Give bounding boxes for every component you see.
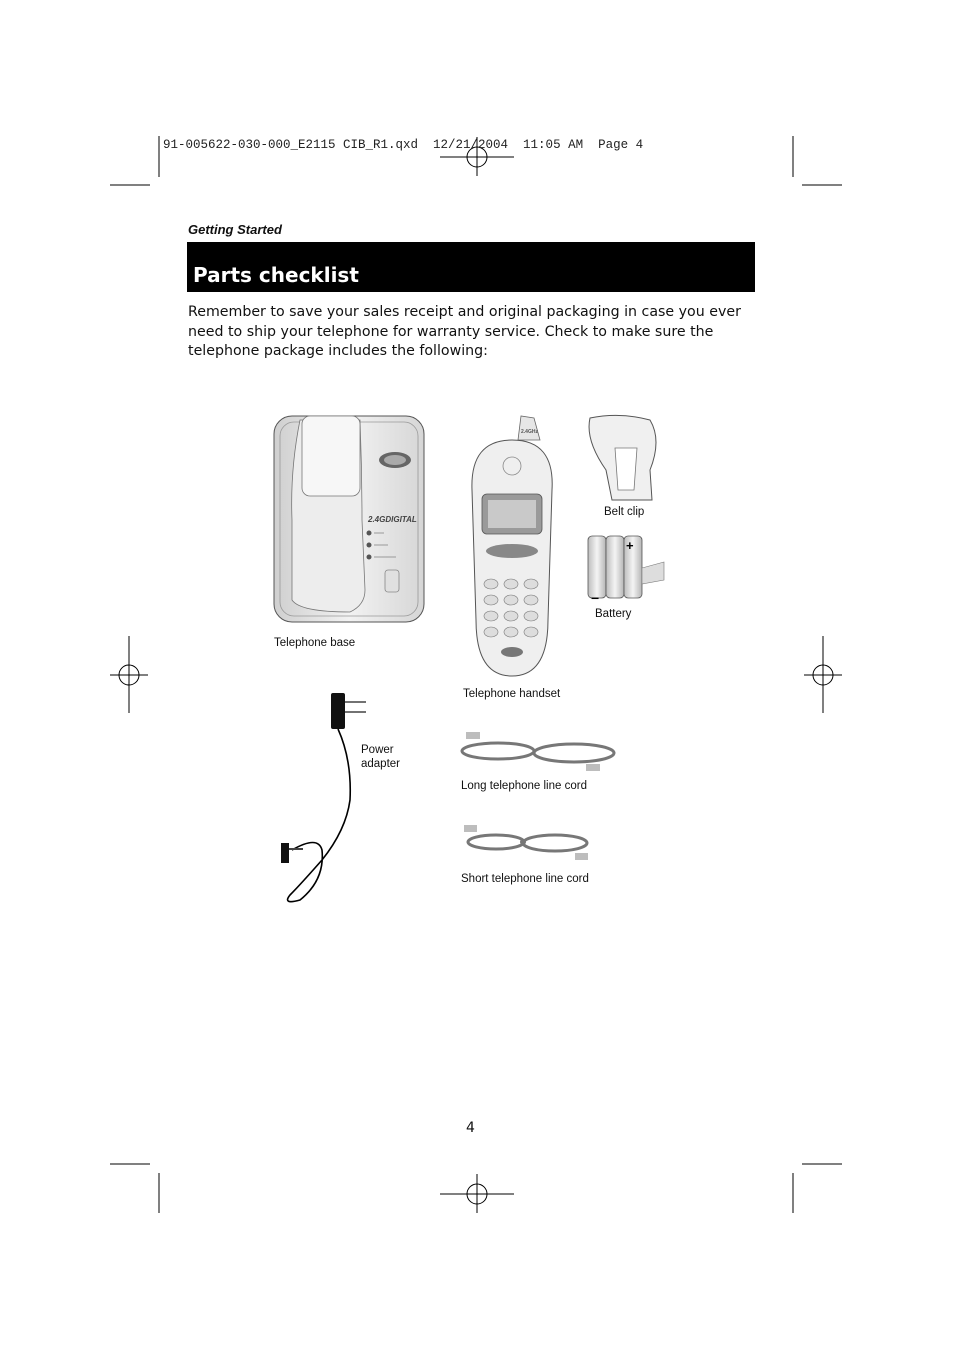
print-slug: 91-005622-030-000_E2115 CIB_R1.qxd 12/21/2004 11:05 AM Page 4	[163, 138, 644, 152]
caption-battery: Battery	[595, 608, 632, 620]
section-label: Getting Started	[188, 222, 282, 237]
battery-plus-sign: +	[626, 538, 634, 553]
short-cord-image	[464, 825, 588, 860]
power-adapter-image	[281, 693, 366, 902]
page-number: 4	[466, 1120, 475, 1136]
telephone-handset-image	[472, 416, 552, 676]
caption-telephone-base: Telephone base	[274, 637, 356, 649]
page-title: Parts checklist	[193, 263, 359, 287]
base-model-text: 2.4GDIGITAL	[368, 515, 417, 524]
battery-minus-sign: −	[591, 590, 600, 606]
caption-belt-clip: Belt clip	[604, 506, 645, 518]
telephone-base-image	[274, 416, 424, 622]
caption-long-cord: Long telephone line cord	[461, 780, 587, 792]
long-cord-image	[462, 732, 614, 771]
caption-short-cord: Short telephone line cord	[461, 873, 589, 885]
caption-power-adapter-line2: adapter	[361, 758, 401, 770]
intro-paragraph: Remember to save your sales receipt and original packaging in case you ever need to ship your telephone for warranty service. Check to make sure the telephone package includes the following:	[188, 304, 741, 359]
caption-telephone-handset: Telephone handset	[463, 688, 561, 700]
caption-power-adapter-line1: Power	[361, 744, 394, 756]
battery-image	[588, 536, 664, 606]
handset-model-text: 2.4GHz	[521, 429, 538, 435]
